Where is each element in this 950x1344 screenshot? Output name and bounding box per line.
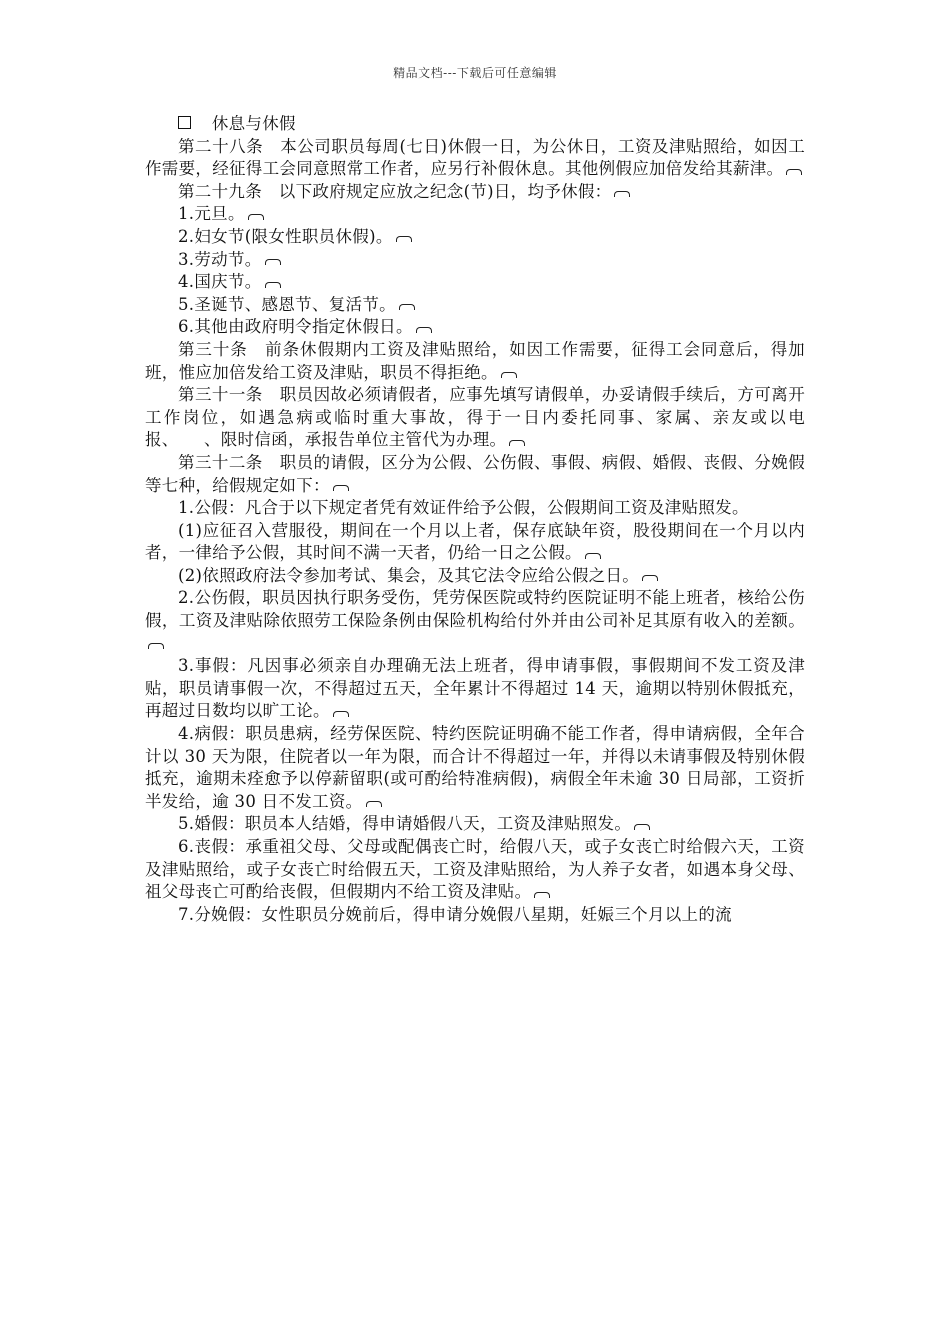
section-heading <box>145 113 805 136</box>
paragraph-mark-icon <box>333 711 349 717</box>
paragraph-mark-icon <box>399 304 415 310</box>
paragraph: 第三十一条 职员因故必须请假者，应事先填写请假单，办妥请假手续后，方可离开工作岗位，如遇急病或临时重大事故，得于一日内委托同事、家属、亲友或以电报、 、限时信函，承报告单位主管代为办理。 <box>145 385 805 450</box>
section-title: 休息与休假 <box>211 114 296 133</box>
paragraph: 第三十条 前条休假期内工资及津贴照给，如因工作需要，征得工会同意后，得加班，惟应加倍发给工资及津贴，职员不得拒绝。 <box>145 339 805 382</box>
paragraph-mark-icon <box>248 214 264 220</box>
paragraph-mark-icon <box>333 485 349 491</box>
list-item: 2.妇女节(限女性职员休假)。 <box>145 226 805 249</box>
paragraph-mark-icon <box>534 892 550 898</box>
paragraph: 第二十九条 以下政府规定应放之纪念(节)日，均予休假： <box>145 181 805 204</box>
paragraph-mark-icon <box>416 327 432 333</box>
list-item: 3.劳动节。 <box>145 249 805 272</box>
paragraph: 4.病假：职员患病，经劳保医院、特约医院证明确不能工作者，得申请病假，全年合计以 30 天为限，住院者以一年为限，而合计不得超过一年，并得以未请事假及特别休假抵充，逾期未痊愈予以停薪留职(或可酌给特准病假)，病假全年未逾 30 日局部，工资折半发给，逾 30 日不发工资。 <box>145 724 805 811</box>
paragraph-mark-icon <box>501 372 517 378</box>
paragraph: 7.分娩假：女性职员分娩前后，得申请分娩假八星期，妊娠三个月以上的流 <box>178 904 732 924</box>
paragraph-mark-icon <box>366 801 382 807</box>
paragraph: 第三十二条 职员的请假，区分为公假、公伤假、事假、病假、婚假、丧假、分娩假等七种，给假规定如下： <box>145 452 805 495</box>
paragraph-mark-icon <box>509 440 525 446</box>
paragraph-mark-icon <box>148 643 164 649</box>
list-item: 4.国庆节。 <box>145 271 805 294</box>
paragraph-mark-icon <box>642 575 658 581</box>
paragraph: (2)依照政府法令参加考试、集会，及其它法令应给公假之日。 <box>145 565 805 588</box>
paragraph-mark-icon <box>634 824 650 830</box>
paragraph: 2.公伤假，职员因执行职务受伤，凭劳保医院或特约医院证明不能上班者，核给公伤假，工资及津贴除依照劳工保险条例由保险机构给付外并由公司补足其原有收入的差额。 <box>145 587 805 655</box>
paragraph-mark-icon <box>265 259 281 265</box>
paragraph: 3.事假：凡因事必须亲自办理确无法上班者，得申请事假，事假期间不发工资及津贴，职员请事假一次，不得超过五天，全年累计不得超过 14 天，逾期以特别休假抵充，再超过日数均以旷工论。 <box>145 656 805 721</box>
paragraph-mark-icon <box>265 282 281 288</box>
paragraph: (1)应征召入营服役，期间在一个月以上者，保存底缺年资，股役期间在一个月以内者，一律给予公假，其时间不满一天者，仍给一日之公假。 <box>145 520 805 563</box>
list-item: 5.圣诞节、感恩节、复活节。 <box>145 294 805 317</box>
paragraph: 5.婚假：职员本人结婚，得申请婚假八天，工资及津贴照发。 <box>145 813 805 836</box>
list-item: 1.元旦。 <box>145 203 805 226</box>
paragraph: 6.丧假：承重祖父母、父母或配偶丧亡时，给假八天，或子女丧亡时给假六天，工资及津贴照给，或子女丧亡时给假五天，工资及津贴照给，为人养子女者，如遇本身父母、祖父母丧亡可酌给丧假，但假期内不给工资及津贴。 <box>145 837 805 902</box>
paragraph-mark-icon <box>396 236 412 242</box>
paragraph: 1.公假：凡合于以下规定者凭有效证件给予公假，公假期间工资及津贴照发。 <box>178 498 749 518</box>
paragraph-mark-icon <box>786 169 802 175</box>
document-body <box>145 113 805 926</box>
list-item: 6.其他由政府明令指定休假日。 <box>145 316 805 339</box>
paragraph: 第二十八条 本公司职员每周(七日)休假一日，为公休日，工资及津贴照给，如因工作需要，经征得工会同意照常工作者，应另行补假休息。其他例假应加倍发给其薪津。 <box>145 136 805 179</box>
paragraph-mark-icon <box>585 553 601 559</box>
page-header: 精品文档---下载后可任意编辑 <box>393 66 557 80</box>
paragraph-mark-icon <box>614 191 630 197</box>
checkbox-icon <box>178 116 191 129</box>
